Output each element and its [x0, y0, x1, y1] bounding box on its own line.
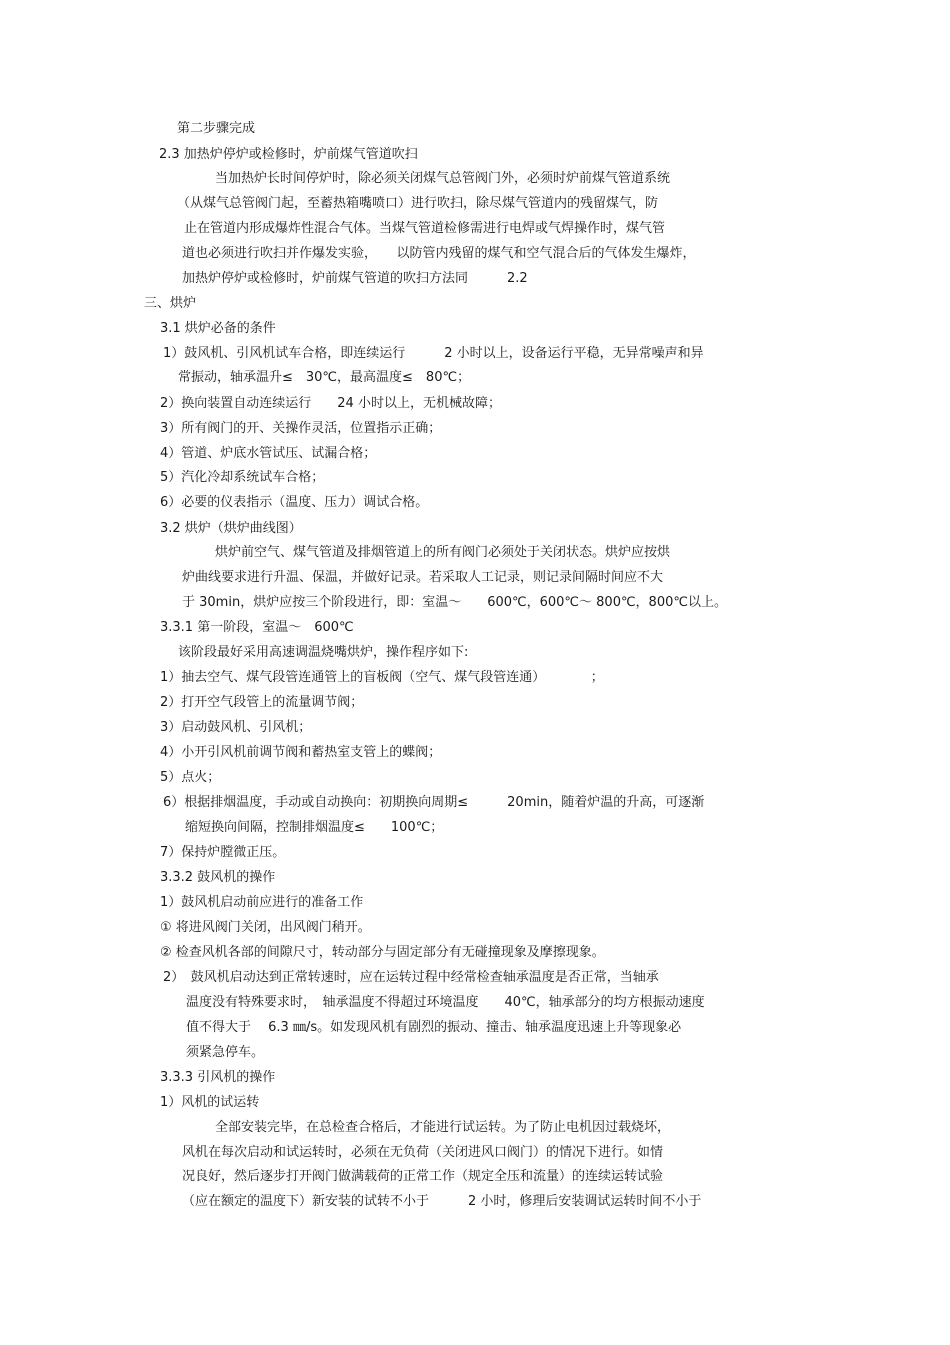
section-heading: 3.1 烘炉必备的条件	[160, 321, 276, 336]
list-item: 4）小开引风机前调节阀和蓄热室支管上的蝶阀；	[160, 745, 442, 760]
list-item: 2）换向装置自动连续运行 24 小时以上，无机械故障；	[160, 396, 501, 411]
list-item: ② 检查风机各部的间隙尺寸，转动部分与固定部分有无碰撞现象及摩擦现象。	[160, 945, 605, 960]
text-line: 第二步骤完成	[177, 121, 256, 136]
list-item: 3）启动鼓风机、引风机；	[160, 720, 312, 735]
text-line: 加热炉停炉或检修时，炉前煤气管道的吹扫方法同 2.2	[182, 271, 528, 286]
list-item: 1）风机的试运转	[160, 1095, 260, 1110]
text-line: 炉曲线要求进行升温、保温，并做好记录。若采取人工记录，则记录间隔时间应不大	[182, 570, 664, 585]
text-line: 须紧急停车。	[186, 1045, 265, 1060]
list-item: 5）点火；	[160, 770, 221, 785]
text-line: 1）鼓风机、引风机试车合格，即连续运行 2 小时以上，设备运行平稳，无异常噪声和异	[163, 346, 704, 361]
list-item: 6）必要的仪表指示（温度、压力）调试合格。	[160, 495, 429, 510]
section-heading: 3.3.3 引风机的操作	[160, 1070, 276, 1085]
section-heading: 3.3.2 鼓风机的操作	[160, 870, 276, 885]
text-line: 道也必须进行吹扫并作爆发实验， 以防管内残留的煤气和空气混合后的气体发生爆炸，	[182, 246, 696, 261]
text-line: 温度没有特殊要求时， 轴承温度不得超过环境温度 40℃，轴承部分的均方根振动速度	[186, 995, 705, 1010]
text-line: 缩短换向间隔，控制排烟温度≤ 100℃；	[185, 820, 444, 835]
text-line: 该阶段最好采用高速调温烧嘴烘炉，操作程序如下:	[178, 645, 469, 660]
section-heading: 2.3 加热炉停炉或检修时，炉前煤气管道吹扫	[159, 147, 418, 162]
chapter-heading: 三、烘炉	[144, 296, 197, 311]
section-heading: 3.2 烘炉（烘炉曲线图）	[160, 521, 302, 536]
text-line: 况良好，然后逐步打开阀门做满载荷的正常工作（规定全压和流量）的连续运转试验	[182, 1169, 664, 1184]
list-item: 4）管道、炉底水管试压、试漏合格；	[160, 446, 377, 461]
text-line: 全部安装完毕，在总检查合格后，才能进行试运转。为了防止电机因过载烧坏，	[215, 1120, 671, 1135]
section-heading: 3.3.1 第一阶段，室温～ 600℃	[160, 620, 354, 635]
list-item: 5）汽化冷却系统试车合格；	[160, 470, 325, 485]
list-item: 7）保持炉膛微正压。	[160, 845, 286, 860]
text-line: 烘炉前空气、煤气管道及排烟管道上的所有阀门必须处于关闭状态。烘炉应按烘	[215, 545, 671, 560]
list-item: 3）所有阀门的开、关操作灵活，位置指示正确；	[160, 421, 442, 436]
list-item: 2）打开空气段管上的流量调节阀；	[160, 695, 364, 710]
text-line: 于 30min，烘炉应按三个阶段进行，即：室温～ 600℃，600℃～ 800℃，800℃以上。	[182, 595, 727, 610]
text-line: 风机在每次启动和试运转时，必须在无负荷（关闭进风口阀门）的情况下进行。如情	[182, 1145, 664, 1160]
text-line: （从煤气总管阀门起，至蓄热箱嘴喷口）进行吹扫，除尽煤气管道内的残留煤气，防	[177, 196, 659, 211]
list-item: ① 将进风阀门关闭，出风阀门稍开。	[160, 920, 371, 935]
list-item: 1）鼓风机启动前应进行的准备工作	[160, 895, 364, 910]
text-line: 当加热炉长时间停炉时，除必须关闭煤气总管阀门外，必须时炉前煤气管道系统	[215, 171, 671, 186]
text-line: （应在额定的温度下）新安装的试转不小于 2 小时，修理后安装调试运转时间不小于	[182, 1194, 702, 1209]
list-item: 1）抽去空气、煤气段管连通管上的盲板阀（空气、煤气段管连通） ；	[160, 670, 604, 685]
text-line: 常振动，轴承温升≤ 30℃，最高温度≤ 80℃；	[178, 370, 471, 385]
list-item: 2） 鼓风机启动达到正常转速时，应在运转过程中经常检查轴承温度是否正常，当轴承	[163, 970, 659, 985]
list-item: 6）根据排烟温度，手动或自动换向：初期换向周期≤ 20min，随着炉温的升高，可逐渐	[163, 795, 705, 810]
text-line: 值不得大于 6.3 ㎜/s。如发现风机有剧烈的振动、撞击、轴承温度迅速上升等现象必	[186, 1020, 682, 1035]
text-line: 止在管道内形成爆炸性混合气体。当煤气管道检修需进行电焊或气焊操作时，煤气管	[184, 221, 666, 236]
